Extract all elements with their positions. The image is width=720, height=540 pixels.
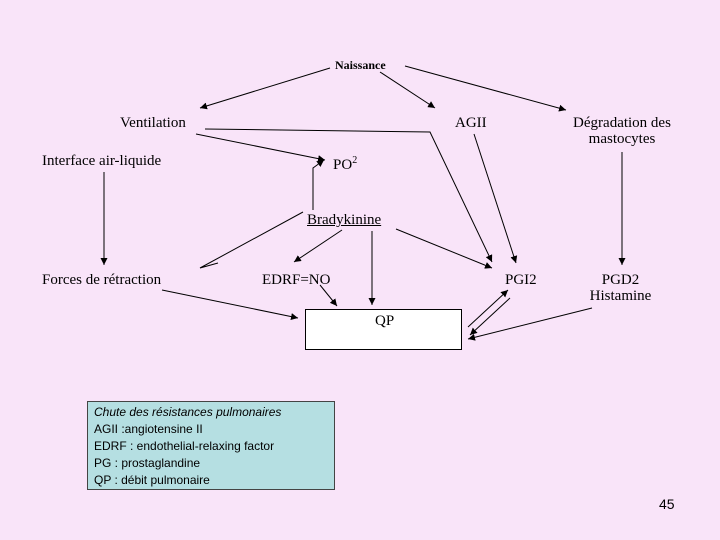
arrow-qp-pgi2 xyxy=(468,290,508,327)
arrow-agii-pgi2 xyxy=(474,134,516,263)
arrow-naissance-degradation xyxy=(405,66,566,110)
node-po2-label: PO xyxy=(333,157,353,173)
node-pgd2: PGD2 xyxy=(601,272,640,288)
node-interface: Interface air-liquide xyxy=(42,153,162,169)
node-histamine: Histamine xyxy=(589,288,652,304)
node-naissance: Naissance xyxy=(335,58,386,72)
node-forces: Forces de rétraction xyxy=(42,272,162,288)
arrow-naissance-ventilation xyxy=(200,68,330,108)
legend-item: AGII :angiotensine II xyxy=(94,422,203,436)
node-po2 xyxy=(333,153,357,173)
legend-item: PG : prostaglandine xyxy=(94,456,201,470)
legend-title: Chute des résistances pulmonaires xyxy=(94,405,282,419)
node-edrf-no: EDRF=NO xyxy=(262,272,331,288)
node-qp: QP xyxy=(375,313,395,329)
node-agii: AGII xyxy=(455,115,487,131)
node-bradykinine: Bradykinine xyxy=(307,212,382,228)
arrow-histamine-qp xyxy=(468,308,592,339)
legend-item: QP : débit pulmonaire xyxy=(94,473,210,487)
legend-item: EDRF : endothelial-relaxing factor xyxy=(94,439,275,453)
arrow-forces-qp xyxy=(162,290,298,318)
page-number: 45 xyxy=(659,496,675,512)
arrow-ventilation-po2 xyxy=(196,134,325,160)
node-degradation xyxy=(562,115,682,147)
node-degradation-line1: Dégradation des xyxy=(573,115,671,131)
arrow-bradykinine-forces xyxy=(200,212,303,268)
legend-box xyxy=(87,401,335,490)
arrow-bradykinine-po2 xyxy=(313,160,324,210)
arrow-bradykinine-pgi2 xyxy=(396,229,492,268)
node-po2-sup: 2 xyxy=(352,155,358,166)
node-ventilation: Ventilation xyxy=(120,115,186,131)
arrow-edrf-qp xyxy=(320,285,337,306)
arrow-pgi2-qp xyxy=(470,298,510,335)
arrow-bradykinine-edrf xyxy=(294,230,342,262)
node-degradation-line2: mastocytes xyxy=(588,131,656,147)
arrow-naissance-agii xyxy=(380,72,435,108)
node-pgi2: PGI2 xyxy=(505,272,537,288)
node-pgd2-histamine xyxy=(578,272,663,304)
